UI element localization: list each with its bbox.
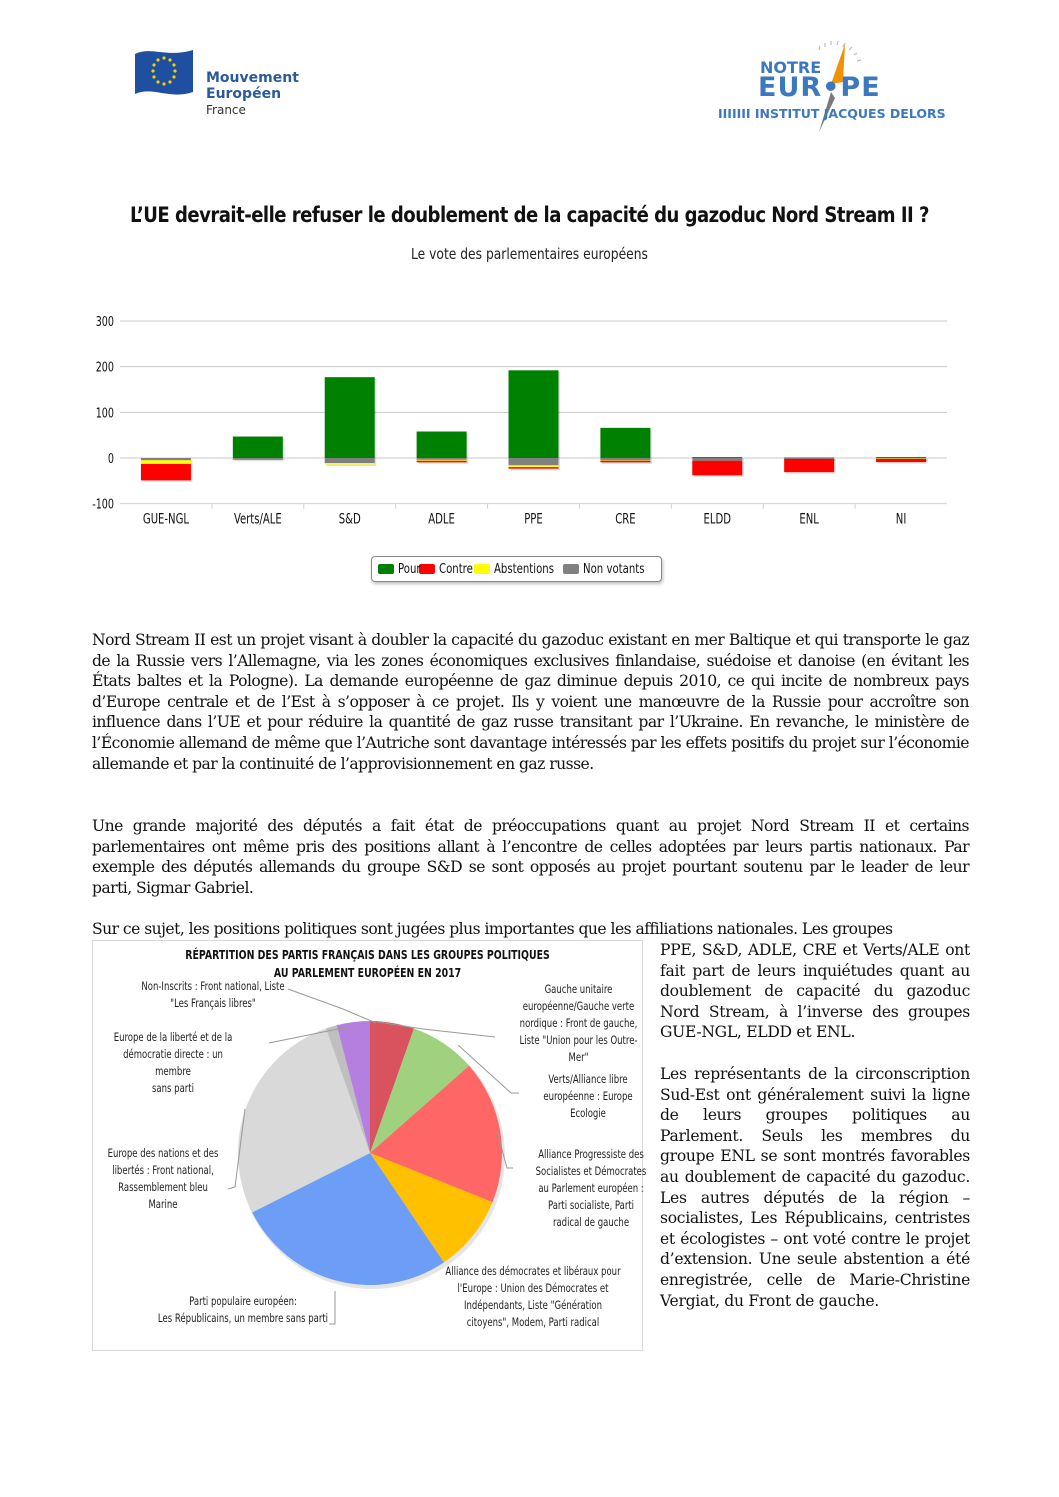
bar-segment-abstentions (141, 460, 191, 464)
paragraph-majority: Une grande majorité des députés a fait état de préoccupations quant au projet Nord Stream II et certains parlementaires ont même pris des positions allant à l’encontre de celles adoptées par leurs partis nationaux. Par exemple des députés allemands du groupe S&D se sont opposés au projet pourtant soutenu par le leader de leur parti, Sigmar Gabriel. (92, 817, 969, 897)
label-line: Ecologie (570, 1106, 606, 1120)
label-line: radical de gauche (552, 1215, 630, 1229)
x-category-label: GUE-NGL (142, 510, 189, 527)
y-tick-label: -100 (92, 496, 114, 512)
paragraph-intro: Nord Stream II est un projet visant à doubler la capacité du gazoduc existant en mer Baltique et qui transporte le gaz de la Russie vers l’Allemagne, via les zones économiques exclusives finlandaise, suédoise et danoise (en évitant les États baltes et la Pologne). La demande européenne de gaz diminue depuis 2010, ce qui incite de nombreux pays d’Europe centrale et de l’Est à s’opposer à ce projet. Ils y voient une manœuvre de la Russie pour accroître son influence dans l’UE et pour réduire la quantité de gaz russe transitant par l’Ukraine. En revanche, le ministère de l’Économie allemand de même que l’Autriche sont davantage intéressés par les effets positifs du projet sur l’économie allemande et par la continuité de l’approvisionnement en gaz russe. (92, 631, 969, 773)
legend-label: Abstentions (494, 561, 555, 577)
bar-segment-pour (509, 370, 559, 458)
label-line: nordique : Front de gauche, (519, 1016, 638, 1030)
label-line: Parti populaire européen: (189, 1294, 297, 1308)
europe-wordmark: EUR•PE (758, 72, 881, 103)
x-category-label: ADLE (428, 510, 455, 527)
label-line: au Parlement européen : (538, 1181, 644, 1195)
pie-leader-line (288, 989, 376, 1023)
legend-item-abstentions (474, 562, 557, 577)
logo-line-1: Mouvement (206, 70, 299, 86)
pie-label-enl (104, 1145, 222, 1213)
x-category-label: NI (895, 510, 907, 527)
label-line: libertés : Front national, (112, 1163, 214, 1177)
bar-segment-non-votants (692, 458, 742, 461)
bar-shadow (602, 462, 652, 464)
label-line: "Les Français libres" (170, 996, 256, 1010)
mouvement-europeen-logo (133, 46, 308, 126)
notre-wordmark: NOTRE (760, 58, 822, 77)
pie-label-non-inscrits (132, 978, 295, 1012)
bar-segment-contre (784, 459, 834, 472)
pie-label-sd (532, 1146, 650, 1231)
y-tick-label: 300 (95, 313, 114, 330)
bar-segment-non-votants (600, 458, 650, 460)
label-line: Socialistes et Démocrates (535, 1164, 647, 1178)
label-line: européenne : Europe (543, 1089, 633, 1103)
paragraph-groups: PPE, S&D, ADLE, CRE et Verts/ALE ont fait part de leurs inquiétudes quant au doublement de capacité du gazoduc Nord Stream, à l’inverse des groupes GUE-NGL, ELDD et ENL. (660, 941, 970, 1042)
y-tick-label: 100 (95, 405, 114, 421)
legend-swatch-contre (419, 564, 435, 574)
label-line: Liste "Union pour les Outre- (519, 1033, 638, 1047)
legend-label: Pour (398, 561, 421, 577)
x-category-label: ENL (799, 510, 819, 527)
vote-bar-chart (80, 300, 960, 600)
bar-segment-non-votants (417, 458, 467, 460)
x-category-label: PPE (524, 510, 543, 527)
bar-segment-pour (417, 432, 467, 458)
label-line: démocratie directe : un membre (123, 1047, 223, 1078)
bar-segment-non-votants (325, 458, 375, 463)
label-line: Marine (148, 1197, 178, 1211)
eu-flag-icon (133, 48, 195, 98)
paragraph-sud-est: Les représentants de la circonscription Sud-Est ont généralement suivi la ligne de leurs groupes politiques au Parlement. Seuls les membres du groupe ENL se sont montrés favorables au doublement de capacité du gazoduc. Les autres députés de la région – socialistes, Les Républicains, centristes et écologistes – ont voté contre le projet d’extension. Une seule abstention a été enregistrée, celle de Marie-Christine Vergiat, du Front de gauche. (660, 1065, 970, 1310)
bar-segment-abstentions (325, 463, 375, 465)
bar-shadow (326, 465, 376, 467)
pie-title-line-1: RÉPARTITION DES PARTIS FRANÇAIS DANS LES GROUPES POLITIQUES (185, 948, 550, 962)
label-line: citoyens", Modem, Parti radical (466, 1315, 600, 1329)
legend-item-pour (378, 561, 421, 577)
page-subtitle: Le vote des parlementaires européens (411, 245, 648, 263)
paragraph-positions: Sur ce sujet, les positions politiques sont jugées plus importantes que les affiliations nationales. Les groupes (92, 920, 893, 938)
pie-chart-figure (92, 940, 647, 1351)
legend-swatch-non-votants (563, 564, 579, 574)
pie-label-gue (517, 981, 639, 1066)
x-category-label: ELDD (703, 510, 732, 527)
label-line: Europe de la liberté et de la (113, 1030, 233, 1044)
x-category-label: Verts/ALE (233, 510, 282, 527)
bar-segment-contre (876, 459, 926, 462)
legend-swatch-abstentions (474, 564, 490, 574)
legend-label: Non votants (583, 561, 645, 577)
pie-title-line-2: AU PARLEMENT EUROPÉEN EN 2017 (273, 966, 462, 980)
bar-segment-contre (141, 464, 191, 480)
label-line: Alliance des démocrates et libéraux pour (445, 1264, 621, 1278)
bar-segment-non-votants (141, 458, 191, 460)
bar-segment-non-votants (233, 458, 283, 460)
mouvement-europeen-wordmark (206, 70, 299, 118)
label-line: Alliance Progressiste des (538, 1147, 644, 1161)
bar-segment-pour (600, 428, 650, 458)
label-line: l'Europe : Union des Démocrates et (457, 1281, 609, 1295)
label-line: Europe des nations et des (107, 1146, 219, 1160)
label-line: Parti socialiste, Parti (547, 1198, 635, 1212)
page-title: L’UE devrait-elle refuser le doublement de la capacité du gazoduc Nord Stream II ? (130, 203, 929, 227)
pie-label-adle (444, 1263, 622, 1331)
label-line: Indépendants, Liste "Génération (464, 1298, 602, 1312)
x-category-label: CRE (615, 510, 636, 527)
bar-segment-contre (509, 467, 559, 469)
bar-segment-non-votants (509, 458, 559, 465)
bar-segment-pour (233, 437, 283, 458)
label-line: Gauche unitaire (544, 982, 613, 996)
bar-segment-contre (417, 461, 467, 463)
pie-label-ppe (154, 1293, 332, 1327)
institut-jacques-delors-wordmark: IIIIIII INSTITUT JACQUES DELORS (718, 106, 946, 121)
label-line: Rassemblement bleu (118, 1180, 208, 1194)
pie-label-verts (540, 1071, 636, 1122)
bar-shadow (418, 462, 468, 464)
bar-chart-legend (371, 556, 662, 582)
label-line: Non-Inscrits : Front national, Liste (141, 979, 285, 993)
x-category-label: S&D (338, 510, 361, 527)
logo-line-2: Européen (206, 86, 282, 102)
bar-chart-canvas (80, 300, 960, 540)
label-line: européenne/Gauche verte (522, 999, 635, 1013)
legend-item-contre (419, 561, 473, 577)
label-line: Verts/Alliance libre (548, 1072, 628, 1086)
label-line: Les Républicains, un membre sans parti (157, 1311, 329, 1325)
bar-segment-pour (325, 377, 375, 458)
y-tick-label: 0 (107, 450, 114, 467)
y-tick-label: 200 (95, 359, 114, 375)
legend-item-non-votants (563, 562, 648, 577)
label-line: sans parti (151, 1081, 194, 1095)
pie-label-efdd (106, 1029, 239, 1097)
legend-label: Contre (438, 561, 473, 577)
logo-line-3: France (206, 103, 246, 117)
bar-segment-contre (600, 461, 650, 463)
legend-swatch-pour (378, 564, 394, 574)
notre-europe-logo (715, 38, 950, 138)
bar-shadow (510, 469, 560, 471)
bar-segment-contre (692, 461, 742, 476)
bar-segment-abstentions (509, 465, 559, 467)
label-line: Mer" (568, 1050, 589, 1064)
